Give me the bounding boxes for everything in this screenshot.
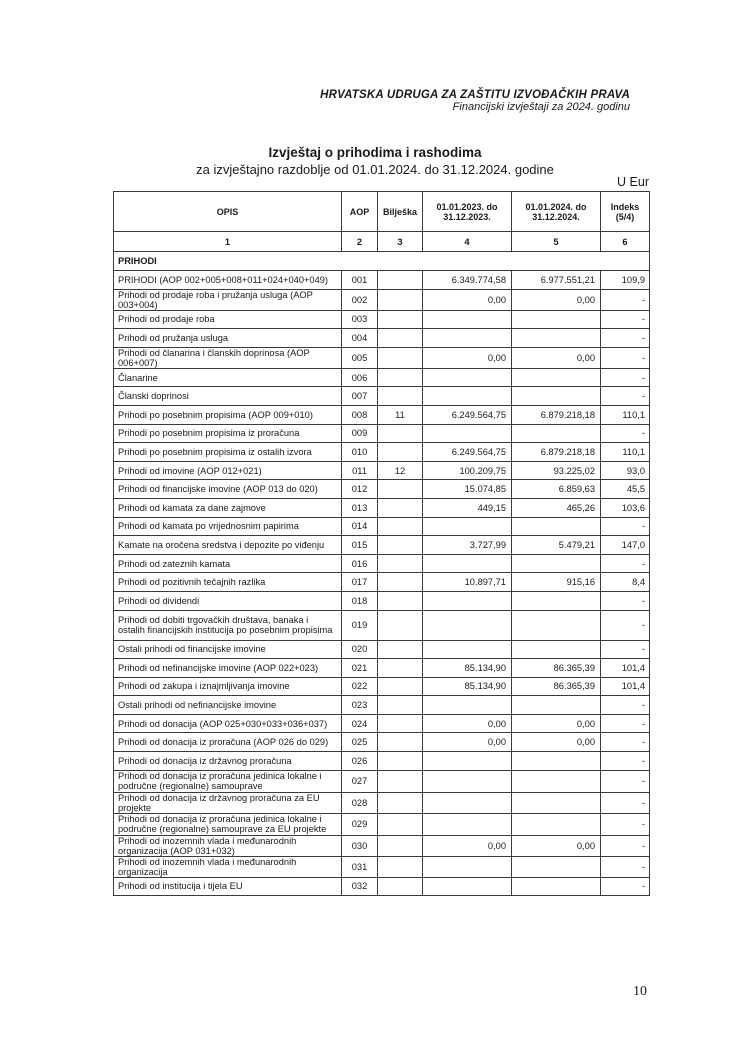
row-index: - <box>601 792 650 813</box>
row-index: 101,4 <box>601 659 650 678</box>
row-description: Ostali prihodi od nefinancijske imovine <box>114 696 342 715</box>
row-prev-amount <box>423 329 512 348</box>
row-curr-amount: 6.879.218,18 <box>512 405 601 424</box>
row-curr-amount: 0,00 <box>512 733 601 752</box>
row-aop: 008 <box>342 405 378 424</box>
page-number: 10 <box>633 984 647 999</box>
row-index: - <box>601 640 650 659</box>
row-index: 45,5 <box>601 480 650 499</box>
row-description: Prihodi od financijske imovine (AOP 013 do 020) <box>114 480 342 499</box>
row-description: Članarine <box>114 368 342 387</box>
row-curr-amount <box>512 856 601 877</box>
header-curr-period: 01.01.2024. do 31.12.2024. <box>512 192 601 232</box>
row-prev-amount: 0,00 <box>423 835 512 856</box>
header-description: OPIS <box>114 192 342 232</box>
row-note <box>378 733 423 752</box>
row-curr-amount: 6.977.551,21 <box>512 271 601 290</box>
row-index: - <box>601 310 650 329</box>
row-curr-amount <box>512 424 601 443</box>
row-description: Prihodi po posebnim propisima iz ostalih izvora <box>114 443 342 462</box>
row-prev-amount: 6.249.564,75 <box>423 443 512 462</box>
table-row <box>114 659 650 678</box>
row-description: Prihodi od kamata za dane zajmove <box>114 498 342 517</box>
row-curr-amount: 465,26 <box>512 498 601 517</box>
row-description: Prihodi od donacija iz državnog proračuna <box>114 752 342 771</box>
row-note <box>378 329 423 348</box>
row-index: - <box>601 714 650 733</box>
row-prev-amount <box>423 387 512 406</box>
row-note <box>378 752 423 771</box>
row-curr-amount: 0,00 <box>512 835 601 856</box>
row-aop: 006 <box>342 368 378 387</box>
row-curr-amount <box>512 310 601 329</box>
row-curr-amount: 0,00 <box>512 289 601 310</box>
row-prev-amount: 6.249.564,75 <box>423 405 512 424</box>
row-aop: 015 <box>342 536 378 555</box>
table-row <box>114 461 650 480</box>
row-aop: 029 <box>342 813 378 835</box>
row-prev-amount: 10.897,71 <box>423 573 512 592</box>
row-aop: 027 <box>342 770 378 792</box>
table-row <box>114 554 650 573</box>
header-aop: AOP <box>342 192 378 232</box>
row-note <box>378 640 423 659</box>
row-description: Prihodi od pozitivnih tečajnih razlika <box>114 573 342 592</box>
row-prev-amount <box>423 310 512 329</box>
report-title: Izvještaj o prihodima i rashodima <box>268 145 482 160</box>
row-aop: 017 <box>342 573 378 592</box>
row-index: - <box>601 610 650 640</box>
row-index: - <box>601 591 650 610</box>
row-prev-amount <box>423 856 512 877</box>
row-description: Prihodi od prodaje roba <box>114 310 342 329</box>
row-description: Prihodi od zateznih kamata <box>114 554 342 573</box>
table-row <box>114 877 650 896</box>
row-description: Ostali prihodi od financijske imovine <box>114 640 342 659</box>
header-note: Bilješka <box>378 192 423 232</box>
row-aop: 016 <box>342 554 378 573</box>
row-description: Prihodi od dobiti trgovačkih društava, banaka i ostalih financijskih institucija po posebnim propisima <box>114 610 342 640</box>
column-number: 6 <box>601 232 650 252</box>
row-description: PRIHODI (AOP 002+005+008+011+024+040+049) <box>114 271 342 290</box>
row-note <box>378 835 423 856</box>
row-description: Kamate na oročena sredstva i depozite po viđenju <box>114 536 342 555</box>
row-curr-amount <box>512 696 601 715</box>
row-index: - <box>601 329 650 348</box>
table-row <box>114 696 650 715</box>
row-index: 147,0 <box>601 536 650 555</box>
row-note: 11 <box>378 405 423 424</box>
header-prev-period: 01.01.2023. do 31.12.2023. <box>423 192 512 232</box>
row-index: 8,4 <box>601 573 650 592</box>
row-curr-amount <box>512 877 601 896</box>
row-curr-amount <box>512 387 601 406</box>
row-note <box>378 813 423 835</box>
row-description: Prihodi od nefinancijske imovine (AOP 022+023) <box>114 659 342 678</box>
row-prev-amount <box>423 610 512 640</box>
row-note <box>378 271 423 290</box>
table-row <box>114 677 650 696</box>
row-curr-amount: 86.365,39 <box>512 659 601 678</box>
table-row <box>114 714 650 733</box>
table-row <box>114 770 650 792</box>
row-index: - <box>601 813 650 835</box>
table-row <box>114 405 650 424</box>
table-row <box>114 733 650 752</box>
row-prev-amount <box>423 591 512 610</box>
table-row <box>114 443 650 462</box>
table-row <box>114 480 650 499</box>
row-description: Prihodi po posebnim propisima (AOP 009+010) <box>114 405 342 424</box>
row-note <box>378 517 423 536</box>
row-curr-amount <box>512 770 601 792</box>
row-index: - <box>601 554 650 573</box>
row-index: 93,0 <box>601 461 650 480</box>
row-aop: 026 <box>342 752 378 771</box>
row-index: - <box>601 424 650 443</box>
row-prev-amount: 3.727,99 <box>423 536 512 555</box>
row-aop: 024 <box>342 714 378 733</box>
row-description: Prihodi od imovine (AOP 012+021) <box>114 461 342 480</box>
row-prev-amount: 15.074,85 <box>423 480 512 499</box>
row-note <box>378 310 423 329</box>
row-note <box>378 554 423 573</box>
table-body <box>114 271 650 896</box>
row-index: 103,6 <box>601 498 650 517</box>
row-note <box>378 368 423 387</box>
row-prev-amount <box>423 640 512 659</box>
row-prev-amount <box>423 813 512 835</box>
table-row <box>114 752 650 771</box>
row-note <box>378 770 423 792</box>
row-aop: 007 <box>342 387 378 406</box>
table-row <box>114 610 650 640</box>
row-prev-amount <box>423 554 512 573</box>
row-curr-amount <box>512 813 601 835</box>
row-prev-amount: 0,00 <box>423 347 512 368</box>
row-prev-amount: 85.134,90 <box>423 659 512 678</box>
column-number: 2 <box>342 232 378 252</box>
row-index: - <box>601 770 650 792</box>
table-row <box>114 640 650 659</box>
table-row <box>114 813 650 835</box>
row-curr-amount <box>512 610 601 640</box>
row-prev-amount <box>423 792 512 813</box>
row-prev-amount: 449,15 <box>423 498 512 517</box>
table-row <box>114 573 650 592</box>
row-note <box>378 610 423 640</box>
row-description: Prihodi od donacija iz državnog proračuna za EU projekte <box>114 792 342 813</box>
row-description: Prihodi od kamata po vrijednosnim papirima <box>114 517 342 536</box>
row-prev-amount <box>423 877 512 896</box>
row-description: Prihodi od inozemnih vlada i međunarodnih organizacija (AOP 031+032) <box>114 835 342 856</box>
row-note <box>378 424 423 443</box>
row-aop: 032 <box>342 877 378 896</box>
row-curr-amount <box>512 329 601 348</box>
row-prev-amount <box>423 752 512 771</box>
row-aop: 012 <box>342 480 378 499</box>
row-index: - <box>601 696 650 715</box>
row-index: 101,4 <box>601 677 650 696</box>
row-note <box>378 714 423 733</box>
table-row <box>114 289 650 310</box>
row-aop: 009 <box>342 424 378 443</box>
section-heading: PRIHODI <box>114 252 650 271</box>
row-curr-amount: 6.859,63 <box>512 480 601 499</box>
row-prev-amount <box>423 770 512 792</box>
row-note: 12 <box>378 461 423 480</box>
row-note <box>378 792 423 813</box>
row-note <box>378 659 423 678</box>
row-description: Prihodi po posebnim propisima iz proračuna <box>114 424 342 443</box>
row-description: Prihodi od pružanja usluga <box>114 329 342 348</box>
row-index: - <box>601 387 650 406</box>
row-prev-amount: 6.349.774,58 <box>423 271 512 290</box>
row-prev-amount <box>423 517 512 536</box>
table-row <box>114 517 650 536</box>
table-row <box>114 591 650 610</box>
row-index: - <box>601 733 650 752</box>
row-index: - <box>601 752 650 771</box>
row-prev-amount: 0,00 <box>423 289 512 310</box>
row-index: - <box>601 289 650 310</box>
row-aop: 023 <box>342 696 378 715</box>
row-curr-amount <box>512 554 601 573</box>
row-aop: 011 <box>342 461 378 480</box>
row-curr-amount: 93.225,02 <box>512 461 601 480</box>
row-index: - <box>601 517 650 536</box>
row-description: Prihodi od prodaje roba i pružanja usluga (AOP 003+004) <box>114 289 342 310</box>
table-row <box>114 424 650 443</box>
table-row <box>114 329 650 348</box>
table-row <box>114 310 650 329</box>
row-description: Prihodi od donacija iz proračuna jedinica lokalne i područne (regionalne) samouprave za EU projekte <box>114 813 342 835</box>
table-row <box>114 856 650 877</box>
row-note <box>378 536 423 555</box>
row-aop: 005 <box>342 347 378 368</box>
report-period: za izvještajno razdoblje od 01.01.2024. do 31.12.2024. godine <box>196 162 554 177</box>
row-note <box>378 347 423 368</box>
column-number: 3 <box>378 232 423 252</box>
row-note <box>378 289 423 310</box>
row-curr-amount <box>512 591 601 610</box>
row-aop: 022 <box>342 677 378 696</box>
row-index: - <box>601 877 650 896</box>
column-number: 4 <box>423 232 512 252</box>
row-index: 110,1 <box>601 405 650 424</box>
row-description: Prihodi od donacija iz proračuna (AOP 026 do 029) <box>114 733 342 752</box>
row-index: 109,9 <box>601 271 650 290</box>
table-row <box>114 347 650 368</box>
row-index: - <box>601 347 650 368</box>
row-aop: 004 <box>342 329 378 348</box>
income-table <box>113 191 650 896</box>
row-curr-amount: 0,00 <box>512 714 601 733</box>
row-curr-amount <box>512 368 601 387</box>
row-description: Prihodi od inozemnih vlada i međunarodnih organizacija <box>114 856 342 877</box>
column-number: 1 <box>114 232 342 252</box>
row-curr-amount <box>512 640 601 659</box>
table-row <box>114 387 650 406</box>
row-description: Članski doprinosi <box>114 387 342 406</box>
row-prev-amount: 100.209,75 <box>423 461 512 480</box>
row-aop: 020 <box>342 640 378 659</box>
table-row <box>114 792 650 813</box>
row-aop: 030 <box>342 835 378 856</box>
currency-label: U Eur <box>617 175 649 189</box>
row-description: Prihodi od članarina i članskih doprinosa (AOP 006+007) <box>114 347 342 368</box>
row-curr-amount: 6.879.218,18 <box>512 443 601 462</box>
row-aop: 014 <box>342 517 378 536</box>
row-aop: 025 <box>342 733 378 752</box>
row-description: Prihodi od dividendi <box>114 591 342 610</box>
row-aop: 013 <box>342 498 378 517</box>
row-curr-amount: 5.479,21 <box>512 536 601 555</box>
column-number: 5 <box>512 232 601 252</box>
row-note <box>378 443 423 462</box>
row-note <box>378 387 423 406</box>
row-aop: 021 <box>342 659 378 678</box>
table-row <box>114 536 650 555</box>
row-note <box>378 480 423 499</box>
row-prev-amount: 0,00 <box>423 714 512 733</box>
row-aop: 003 <box>342 310 378 329</box>
row-index: - <box>601 835 650 856</box>
row-curr-amount: 86.365,39 <box>512 677 601 696</box>
row-note <box>378 591 423 610</box>
row-aop: 002 <box>342 289 378 310</box>
row-prev-amount <box>423 696 512 715</box>
row-note <box>378 573 423 592</box>
row-prev-amount <box>423 424 512 443</box>
row-prev-amount: 85.134,90 <box>423 677 512 696</box>
row-aop: 019 <box>342 610 378 640</box>
row-description: Prihodi od institucija i tijela EU <box>114 877 342 896</box>
row-curr-amount <box>512 517 601 536</box>
table-row <box>114 271 650 290</box>
row-index: - <box>601 368 650 387</box>
row-description: Prihodi od zakupa i iznajmljivanja imovine <box>114 677 342 696</box>
table-row <box>114 835 650 856</box>
row-note <box>378 498 423 517</box>
row-curr-amount <box>512 752 601 771</box>
organization-name: HRVATSKA UDRUGA ZA ZAŠTITU IZVOĐAČKIH PRAVA <box>320 89 630 101</box>
row-prev-amount <box>423 368 512 387</box>
row-description: Prihodi od donacija (AOP 025+030+033+036+037) <box>114 714 342 733</box>
row-note <box>378 696 423 715</box>
row-aop: 001 <box>342 271 378 290</box>
row-aop: 010 <box>342 443 378 462</box>
row-note <box>378 856 423 877</box>
row-index: 110,1 <box>601 443 650 462</box>
table-row <box>114 498 650 517</box>
header-index: Indeks (5/4) <box>601 192 650 232</box>
row-description: Prihodi od donacija iz proračuna jedinica lokalne i područne (regionalne) samouprave <box>114 770 342 792</box>
row-note <box>378 677 423 696</box>
row-curr-amount: 0,00 <box>512 347 601 368</box>
table-row <box>114 368 650 387</box>
row-curr-amount <box>512 792 601 813</box>
row-curr-amount: 915,16 <box>512 573 601 592</box>
row-aop: 018 <box>342 591 378 610</box>
row-prev-amount: 0,00 <box>423 733 512 752</box>
row-note <box>378 877 423 896</box>
row-index: - <box>601 856 650 877</box>
row-aop: 028 <box>342 792 378 813</box>
row-aop: 031 <box>342 856 378 877</box>
document-subtitle: Financijski izvještaji za 2024. godinu <box>452 101 630 113</box>
